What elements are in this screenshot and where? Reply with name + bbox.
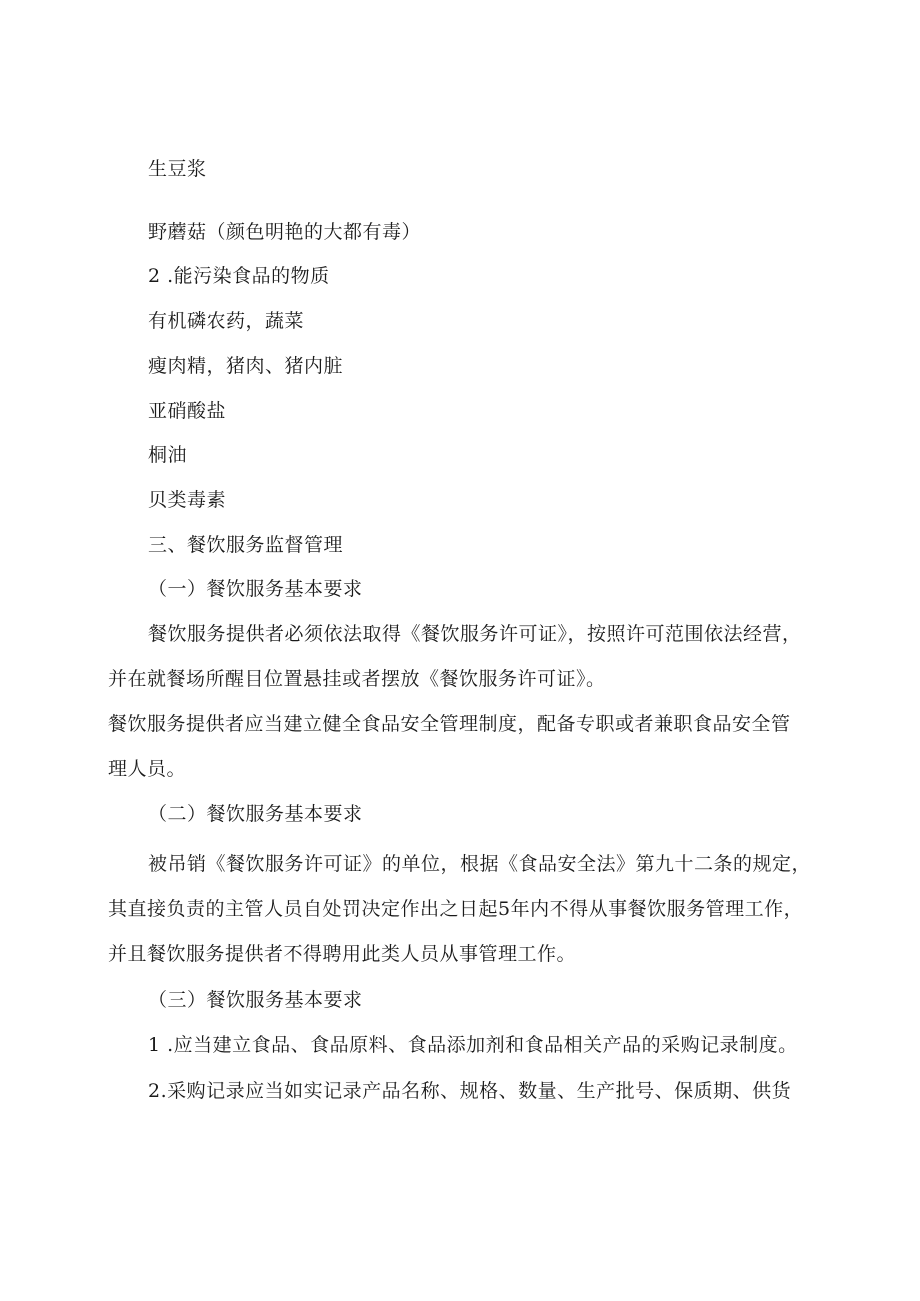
paragraph-line: 并且餐饮服务提供者不得聘用此类人员从事管理工作。 (108, 943, 577, 965)
paragraph-line: 餐饮服务提供者应当建立健全食品安全管理制度，配备专职或者兼职食品安全管 (108, 713, 791, 735)
section-heading-contaminants: 2 .能污染食品的物质 (148, 265, 330, 287)
subsection-heading-2: （二）餐饮服务基本要求 (148, 803, 363, 825)
text-line-nitrite: 亚硝酸盐 (148, 400, 227, 422)
paragraph-line: 其直接负责的主管人员自处罚决定作出之日起5年内不得从事餐饮服务管理工作， (108, 898, 804, 920)
paragraph-line: 理人员。 (108, 758, 187, 780)
paragraph-line: 被吊销《餐饮服务许可证》的单位，根据《食品安全法》第九十二条的规定， (148, 853, 812, 875)
text-line-wild-mushroom: 野蘑菇（颜色明艳的大都有毒） (148, 221, 422, 243)
subsection-heading-3: （三）餐饮服务基本要求 (148, 989, 363, 1011)
text-line-clenbuterol: 瘦肉精，猪肉、猪内脏 (148, 355, 344, 377)
list-item: 1 .应当建立食品、食品原料、食品添加剂和食品相关产品的采购记录制度。 (148, 1034, 798, 1056)
subsection-heading-1: （一）餐饮服务基本要求 (148, 578, 363, 600)
paragraph-line: 餐饮服务提供者必须依法取得《餐饮服务许可证》，按照许可范围依法经营， (148, 623, 802, 645)
text-line-raw-soy-milk: 生豆浆 (148, 158, 207, 180)
text-line-pesticide: 有机磷农药，蔬菜 (148, 310, 305, 332)
text-line-tung-oil: 桐油 (148, 444, 188, 466)
paragraph-line: 并在就餐场所醒目位置悬挂或者摆放《餐饮服务许可证》。 (108, 668, 606, 690)
text-line-shellfish-toxin: 贝类毒素 (148, 489, 227, 511)
list-item: 2.采购记录应当如实记录产品名称、规格、数量、生产批号、保质期、供货 (148, 1080, 792, 1102)
section-heading-3: 三、餐饮服务监督管理 (148, 534, 344, 556)
